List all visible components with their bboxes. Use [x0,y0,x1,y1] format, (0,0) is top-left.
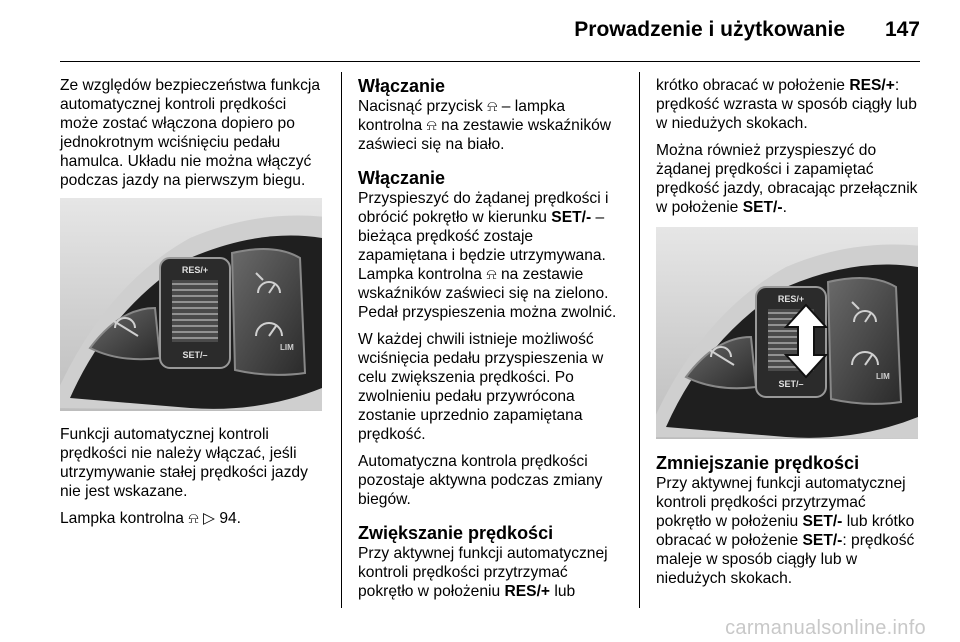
res-plus-label: RES/+ [181,265,209,275]
paragraph: Przy aktywnej funkcji automatycznej kontroli prędkości przytrzymać pokrętło w położeniu RES/+ lub [358,545,608,600]
cruise-control-indicator-icon: ⍾ [426,117,437,134]
set-minus-label: SET/– [182,350,208,360]
paragraph: Przyspieszyć do żądanej prędkości i obrócić pokrętło w kierunku SET/- – bieżąca prędkość zostaje zapamiętana i będzie utrzymywana. Lampka kontrolna ⍾ na zestawie wskaźników zaświeci się na zielono. Pedał przyspieszenia można zwolnić. [358,190,617,321]
paragraph: Lampka kontrolna ⍾ ▷ 94. [60,510,242,527]
paragraph: Automatyczna kontrola prędkości pozostaje aktywna podczas zmiany biegów. [358,453,603,508]
section-heading: Zwiększanie prędkości [358,523,554,543]
column-3 [656,76,922,596]
page-title: Prowadzenie i użytkowanie [574,18,845,41]
paragraph: W każdej chwili istnieje możliwość wciśnięcia pedału przyspieszenia w celu zwiększenia prędkości. Po zwolnieniu pedału przywrócona zostanie uprzednio zapamiętana prędkość. [358,331,604,443]
res-plus-label: RES/+ [777,294,805,304]
section-heading: Zmniejszanie prędkości [656,453,860,473]
watermark: carmanualsonline.info [725,617,926,639]
page-header [0,14,960,54]
paragraph: krótko obracać w położenie RES/+: prędkość wzrasta w sposób ciągły lub w niedużych skokach. [656,77,917,132]
lim-label: LIM [876,372,890,381]
column-divider [639,72,640,608]
column-1 [60,76,326,536]
set-minus-label: SET/– [778,379,804,389]
paragraph: Ze względów bezpieczeństwa funkcja automatycznej kontroli prędkości może zostać włączona dopiero po jednokrotnym wciśnięciu pedału hamulca. Układu nie można włączyć podczas jazdy na pierwszym biegu. [60,77,321,189]
cruise-control-switch-figure [60,198,322,411]
column-divider [341,72,342,608]
cruise-control-indicator-icon: ⍾ [486,266,497,283]
paragraph: Przy aktywnej funkcji automatycznej kontroli prędkości przytrzymać pokrętło w położeniu SET/- lub krótko obracać w położenie SET/-: prędkość maleje w sposób ciągły lub w niedużych skokach. [656,475,915,587]
header-rule [60,61,920,62]
cruise-control-switch-figure-arrows [656,227,918,439]
paragraph: Można również przyspieszyć do żądanej prędkości i zapamiętać prędkość jazdy, obracając przełącznik w położenie SET/-. [656,142,918,216]
cruise-control-indicator-icon: ⍾ [188,510,199,527]
paragraph: Nacisnąć przycisk ⍾ – lampka kontrolna ⍾ na zestawie wskaźników zaświeci się na biało. [358,98,612,153]
column-2 [358,76,624,609]
lim-label: LIM [280,343,294,352]
page-number: 147 [884,18,920,41]
paragraph: Funkcji automatycznej kontroli prędkości nie należy włączać, jeśli utrzymywanie stałej prędkości jazdy nie jest wskazane. [60,426,308,500]
section-heading: Włączanie [358,76,446,96]
cruise-control-icon: ⍾ [487,98,498,115]
section-heading: Włączanie [358,168,446,188]
page-reference-icon: ▷ [202,510,215,527]
